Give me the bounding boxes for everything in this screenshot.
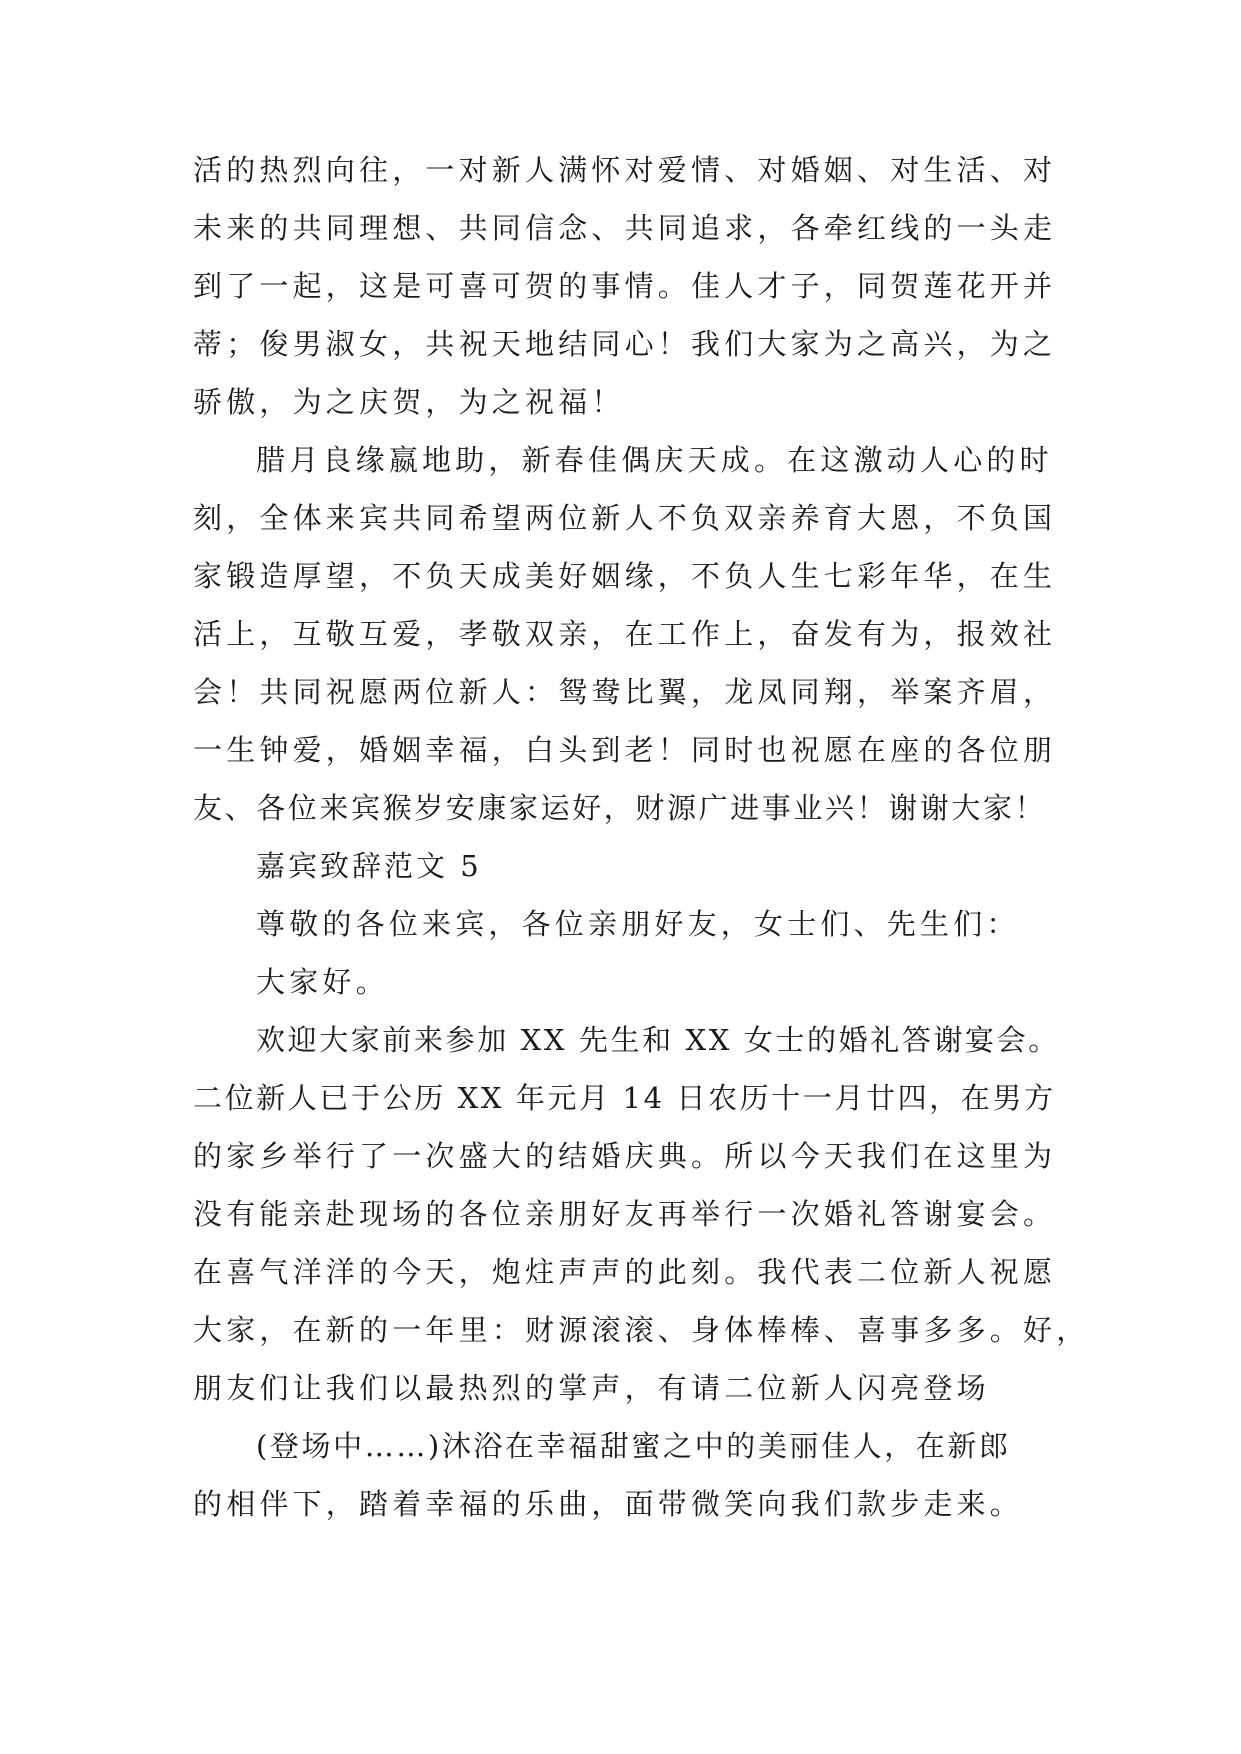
paragraph-line: 友、各位来宾猴岁安康家运好，财源广进事业兴！谢谢大家！ (193, 791, 1047, 825)
paragraph-line: 到了一起，这是可喜可贺的事情。佳人才子，同贺莲花开并 (193, 269, 1057, 303)
section-heading: 嘉宾致辞范文 5 (256, 849, 482, 883)
paragraph-line: 活的热烈向往，一对新人满怀对爱情、对婚姻、对生活、对 (193, 153, 1057, 187)
paragraph-line: 蒂；俊男淑女，共祝天地结同心！我们大家为之高兴，为之 (193, 327, 1057, 361)
paragraph-line: 未来的共同理想、共同信念、共同追求，各牵红线的一头走 (193, 211, 1057, 245)
paragraph-line: 的家乡举行了一次盛大的结婚庆典。所以今天我们在这里为 (193, 1139, 1057, 1173)
paragraph-line: 大家，在新的一年里：财源滚滚、身体棒棒、喜事多多。好， (193, 1313, 1090, 1347)
salutation-line: 尊敬的各位来宾，各位亲朋好友，女士们、先生们： (256, 907, 1020, 941)
paragraph-line: 会！共同祝愿两位新人：鸳鸯比翼，龙凤同翔，举案齐眉， (193, 675, 1057, 709)
paragraph-line: 二位新人已于公历 XX 年元月 14 日农历十一月廿四，在男方 (193, 1081, 1056, 1115)
paragraph-line: 活上，互敬互爱，孝敬双亲，在工作上，奋发有为，报效社 (193, 617, 1057, 651)
paragraph-line: 腊月良缘嬴地助，新春佳偶庆天成。在这激动人心的时 (256, 443, 1053, 477)
greeting-line: 大家好。 (256, 965, 389, 999)
paragraph-line: 的相伴下，踏着幸福的乐曲，面带微笑向我们款步走来。 (193, 1487, 1024, 1521)
paragraph-line: 家锻造厚望，不负天成美好姻缘，不负人生七彩年华，在生 (193, 559, 1057, 593)
paragraph-line: 刻，全体来宾共同希望两位新人不负双亲养育大恩，不负国 (193, 501, 1057, 535)
paragraph-line: 没有能亲赴现场的各位亲朋好友再举行一次婚礼答谢宴会。 (193, 1197, 1057, 1231)
paragraph-line: 朋友们让我们以最热烈的掌声，有请二位新人闪亮登场 (193, 1371, 990, 1405)
paragraph-line: 在喜气洋洋的今天，炮炷声声的此刻。我代表二位新人祝愿 (193, 1255, 1057, 1289)
paragraph-line: 欢迎大家前来参加 XX 先生和 XX 女士的婚礼答谢宴会。 (256, 1023, 1060, 1057)
paragraph-line: 骄傲，为之庆贺，为之祝福！ (193, 385, 625, 419)
paragraph-line: 一生钟爱，婚姻幸福，白头到老！同时也祝愿在座的各位朋 (193, 733, 1057, 767)
paragraph-line: (登场中……)沐浴在幸福甜蜜之中的美丽佳人，在新郎 (256, 1429, 1011, 1463)
